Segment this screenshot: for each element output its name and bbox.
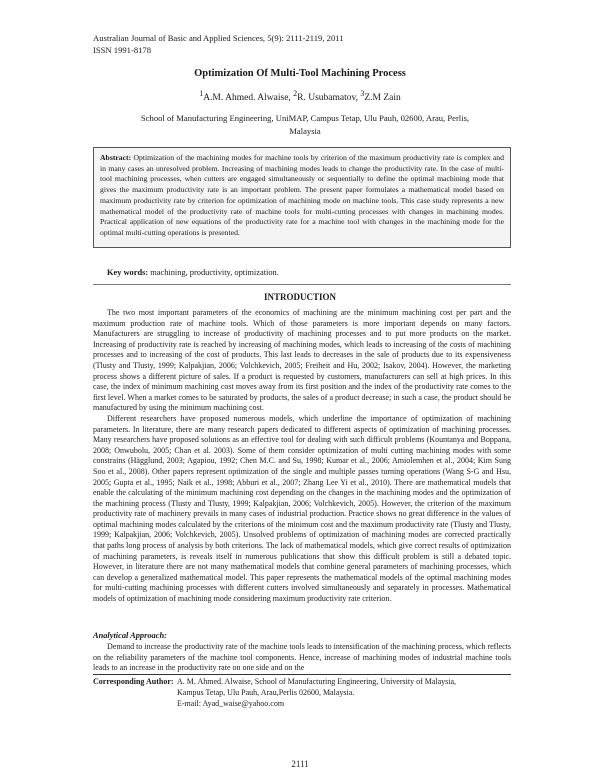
corresponding-line-1: A. M. Ahmed. Alwaise, School of Manufacturing Engineering, University of Malaysia, [177, 677, 457, 686]
page-number: 2111 [291, 759, 309, 769]
corresponding-email: E-mail: Ayad_waise@yahoo.com [177, 698, 285, 708]
author-1-affil-mark: 1 [199, 89, 204, 98]
introduction-body [93, 308, 511, 605]
author-1: A.M. Ahmed. Alwaise, [203, 93, 294, 104]
author-2-affil-mark: 2 [293, 89, 298, 98]
keywords [107, 268, 279, 277]
author-list [0, 89, 600, 103]
paragraph: Different researchers have proposed numerous models, which underline the importance of optimization of machining parameters. In literature, there are many research papers dedicated to different aspects of optimization of machining processes. Many researchers have proposed solutions as an effective tool for dealing with such difficult problems (Kountanya and Boppana, 2008; Onwubolu, 2005; Chan et al. 2003). Some of them consider optimization of multi cutting machining modes with some constrains (Hägglund, 2003; Agapiou, 1992; Chen M.C. and Su, 1998; Kumar et al., 2006; Amiolemhen et al., 2004; Kim Sung Soo et al., 2008). Other papers represent optimization of the single and multiple passes turning operations (Wang S-G and Hsu, 2005; Gupta et al., 1995; Naik et al., 1998; Abburi et al., 2007; Zhang Lee Yi et al., 2010). There are mathematical models that enable the calculating of the minimum machining cost depending on the changes in the machining modes and the optimization of the machining process (Tlusty and Tlusty, 1999; Kalpakjian, 2006; Volchkevich, 2005). However, the criterion of the maximum productivity rate of machinery prevails in many cases of industrial production. Practice shows no great difference in the values of optimal machining modes calculated by the criterions of the minimum cost and the maximum productivity rate (Tlusty and Tlusty, 1999; Kalpakjian, 2006; Volchkevich, 2005). Unsolved problems of optimization of machining modes are corrected practically that paths long process of analysis by both criterions. The lack of mathematical models, which give correct results of optimization of machining parameters, is reveals itself in numerous publications that show this difficult problem is still a debated topic. However, in literature there are not many mathematical models that combine general parameters of machining processes, which can develop a generalized mathematical model. This paper represents the mathematical models of the optimal machining modes for multi-cutting machining processes with different cutters involved simultaneously and separately in processes. Mathematical models of optimization of machining mode considering maximum productivity rate criterion. [93, 413, 511, 604]
author-2: R. Usubamatov, [297, 93, 361, 104]
corresponding-line-2: Kampus Tetap, Ulu Pauh, Arau,Perlis 02600, Malaysia. [177, 687, 355, 697]
subsection-heading: Analytical Approach: [93, 631, 167, 640]
corresponding-label: Corresponding Author: [93, 677, 174, 686]
abstract-text: Optimization of the machining modes for machine tools by criterion of the maximum productivity rate is complex and in many cases an unresolved problem. Increasing of machining modes leads to change the productivity rate. In the case of multi-tool machining processes, when cutters are engaged simultaneously or sequentially to define the optimal machining mode that gives the maximum productivity rate is an important problem. The present paper formulates a mathematical model based on maximum productivity rate by criterion for optimization of machining mode on machine tools. This case study represents a new mathematical model of the productivity rate of machine tools for multi-cutting processes with changes in machining modes. Practical application of new equations of the productivity rate for a machine tool with changes in the machining mode for the optimal multi-cutting operations is presented. [100, 153, 504, 237]
paper-title: Optimization Of Multi-Tool Machining Process [194, 68, 406, 79]
abstract-label: Abstract: [100, 153, 132, 162]
paragraph: The two most important parameters of the economics of machining are the minimum machining cost per part and the maximum production rate of machine tools. Which of those parameters is more important depends on many factors. Manufacturers are struggling to increase of productivity of machining processes and to put more products on the market. Increasing of productivity rate is reached by increasing of machining modes, which leads to increasing of the costs of machining processes and to increasing of the cost of products. This last leads to decreases in the sale of products due to its expensiveness (Tlusty and Tlusty, 1999; Kalpakjian, 2006; Volchkevich, 2005; Freiheit and Hu, 2002; Isakov, 2004). However, the marketing process shows a different picture of sales. If a product is requested by customers, manufacturers can sell at high prices. In this case, the index of minimum machining cost moves away from its first position and the index of the productivity rate comes to the first level. When a market comes to be saturated by products, the sales of a product decrease; in such a case, the product should be manufactured by using the minimum machining cost. [93, 308, 511, 413]
journal-header [93, 32, 344, 56]
analytical-paragraph: Demand to increase the productivity rate of the machine tools leads to intensification of the machining process, which reflects on the reliability parameters of the machine tool components. Hence, increase of machining modes of industrial machine tools leads to an increase in the productivity rate on one side and on the [93, 642, 511, 673]
affiliation: School of Manufacturing Engineering, UniMAP, Campus Tetap, Ulu Pauh, 02600, Arau, Perlis, Malaysia [140, 113, 470, 136]
corresponding-author-note [93, 677, 456, 709]
footnote-divider [93, 674, 511, 675]
author-3-affil-mark: 3 [360, 89, 365, 98]
journal-issn: ISSN 1991-8178 [93, 45, 152, 55]
section-heading-introduction: INTRODUCTION [263, 292, 336, 302]
abstract-box [93, 147, 511, 248]
keywords-label: Key words: [107, 268, 149, 277]
journal-citation: Australian Journal of Basic and Applied Sciences, 5(9): 2111-2119, 2011 [93, 33, 344, 43]
keywords-divider [93, 284, 511, 285]
author-3: Z.M Zain [364, 93, 401, 104]
keywords-text: machining, productivity, optimization. [150, 268, 279, 277]
